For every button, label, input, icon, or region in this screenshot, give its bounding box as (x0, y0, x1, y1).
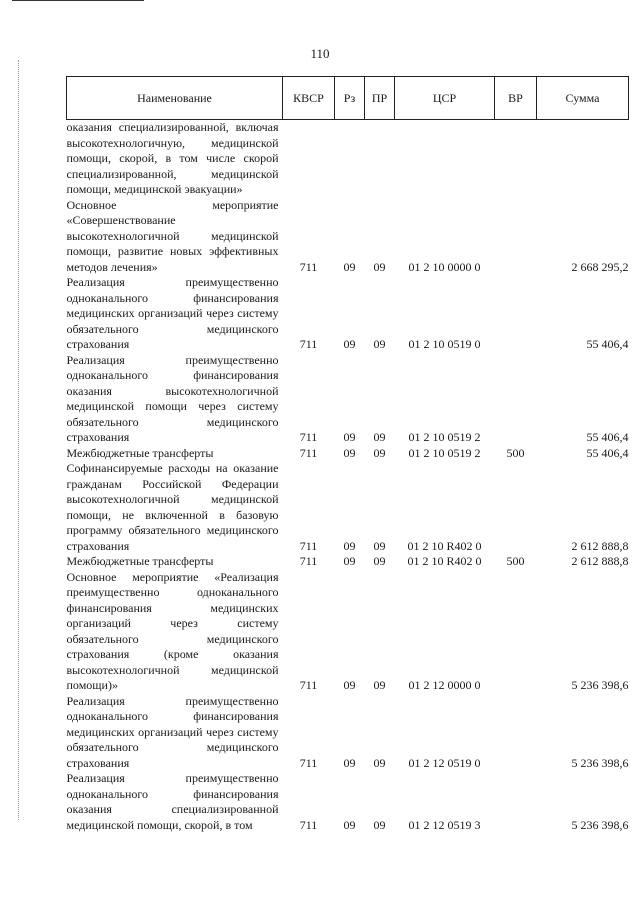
cell-vr (495, 353, 537, 446)
table-row (67, 198, 629, 276)
cell-kvsr (283, 120, 335, 198)
cell-csr: 01 2 12 0519 0 (408, 755, 481, 770)
cell-sum: 55 406,4 (586, 445, 629, 460)
cell-csr: 01 2 10 0519 0 (408, 337, 481, 351)
cell-csr: 01 2 12 0519 3 (408, 817, 481, 832)
cell-sum: 55 406,4 (586, 337, 629, 351)
cell-vr: 500 (506, 554, 525, 568)
cell-rz: 09 (343, 817, 356, 832)
cell-rz: 09 (343, 755, 356, 770)
cell-name: Реализация преимущественно одноканального финансирования оказания специализированной медицинской помощи, скорой, в том (66, 771, 279, 832)
cell-name: Реализация преимущественно одноканального финансирования оказания высокотехнологичной медицинской помощи через систему обязательного медицинского страхования (66, 352, 279, 444)
budget-table (66, 76, 629, 833)
cell-vr (495, 570, 537, 694)
table-row (67, 275, 629, 353)
cell-rz: 09 (343, 337, 356, 351)
cell-kvsr: 711 (299, 755, 318, 770)
cell-pr: 09 (373, 430, 386, 444)
cell-csr: 01 2 12 0000 0 (408, 678, 481, 692)
cell-rz: 09 (343, 430, 356, 444)
cell-rz: 09 (343, 538, 356, 553)
table-row (67, 353, 629, 446)
cell-name: Основное мероприятие «Реализация преимущественно одноканального финансирования медицинских организаций через систему обязательного медицинского страхования (кроме оказания высокотехнологичной медицинской помощи)» (66, 569, 279, 692)
cell-pr: 09 (373, 259, 386, 274)
cell-pr: 09 (373, 678, 386, 692)
binding-margin-dots (18, 60, 19, 820)
table-row (67, 570, 629, 694)
cell-sum: 5 236 398,6 (571, 817, 629, 832)
cell-vr (495, 461, 537, 554)
cell-vr (495, 771, 537, 833)
table-row (67, 694, 629, 772)
cell-pr: 09 (373, 554, 386, 568)
header-sum: Сумма (537, 77, 629, 120)
cell-rz: 09 (343, 259, 356, 274)
cell-kvsr: 711 (299, 554, 318, 568)
cell-pr: 09 (373, 445, 386, 460)
cell-sum: 2 668 295,2 (571, 259, 629, 274)
cell-vr (495, 694, 537, 772)
cell-rz (335, 120, 365, 198)
cell-sum: 5 236 398,6 (571, 755, 629, 770)
header-kvsr: КВСР (283, 77, 335, 120)
cell-name: Реализация преимущественно одноканального финансирования медицинских организаций через систему обязательного медицинского страхования (66, 275, 279, 351)
cell-kvsr: 711 (299, 337, 318, 351)
cell-vr (495, 198, 537, 276)
cell-kvsr: 711 (299, 678, 318, 692)
cell-kvsr: 711 (299, 430, 318, 444)
cell-name: Межбюджетные трансферты (66, 445, 214, 460)
cell-csr: 01 2 10 0519 2 (408, 430, 481, 444)
cell-kvsr: 711 (299, 538, 318, 553)
cell-csr: 01 2 10 R402 0 (407, 538, 482, 553)
table-row (67, 554, 629, 570)
cell-name: Софинансируемые расходы на оказание гражданам Российской Федерации высокотехнологичной медицинской помощи, не включенной в базовую программу обязательного медицинского страхования (66, 461, 279, 553)
cell-rz: 09 (343, 678, 356, 692)
cell-pr: 09 (373, 755, 386, 770)
cell-csr: 01 2 10 0000 0 (408, 259, 481, 274)
header-csr: ЦСР (395, 77, 495, 120)
header-rz: Рз (335, 77, 365, 120)
page-number: 110 (310, 46, 330, 61)
cell-csr (395, 120, 495, 198)
cell-pr: 09 (373, 337, 386, 351)
table-header-row (67, 77, 629, 120)
table-row (67, 771, 629, 833)
cell-kvsr: 711 (299, 445, 318, 460)
cell-kvsr: 711 (299, 259, 318, 274)
table-body (67, 120, 629, 834)
cell-csr: 01 2 10 R402 0 (407, 554, 482, 568)
cell-pr: 09 (373, 538, 386, 553)
header-name: Наименование (67, 77, 283, 120)
cell-sum: 5 236 398,6 (571, 678, 629, 692)
cell-rz: 09 (343, 554, 356, 568)
table-row (67, 120, 629, 198)
table-row (67, 446, 629, 462)
top-rule (12, 0, 144, 1)
cell-pr (365, 120, 395, 198)
cell-name: Основное мероприятие «Совершенствование высокотехнологичной медицинской помощи, развитие новых эффективных методов лечения» (66, 197, 279, 274)
cell-sum: 2 612 888,8 (571, 554, 629, 568)
cell-vr (495, 120, 537, 198)
cell-name: оказания специализированной, включая высокотехнологичную, медицинской помощи, скорой, в том числе скорой специализированной, медицинской помощи, медицинской эвакуации» (66, 120, 279, 196)
cell-pr: 09 (373, 817, 386, 832)
header-vr: ВР (495, 77, 537, 120)
cell-rz: 09 (343, 445, 356, 460)
cell-sum (537, 120, 629, 198)
cell-vr: 500 (506, 445, 525, 460)
table-row (67, 461, 629, 554)
cell-csr: 01 2 10 0519 2 (408, 445, 481, 460)
cell-name: Межбюджетные трансферты (66, 554, 214, 568)
cell-sum: 2 612 888,8 (571, 538, 629, 553)
cell-name: Реализация преимущественно одноканального финансирования медицинских организаций через систему обязательного медицинского страхования (66, 693, 279, 770)
cell-vr (495, 275, 537, 353)
cell-kvsr: 711 (299, 817, 318, 832)
cell-sum: 55 406,4 (586, 430, 629, 444)
header-pr: ПР (365, 77, 395, 120)
